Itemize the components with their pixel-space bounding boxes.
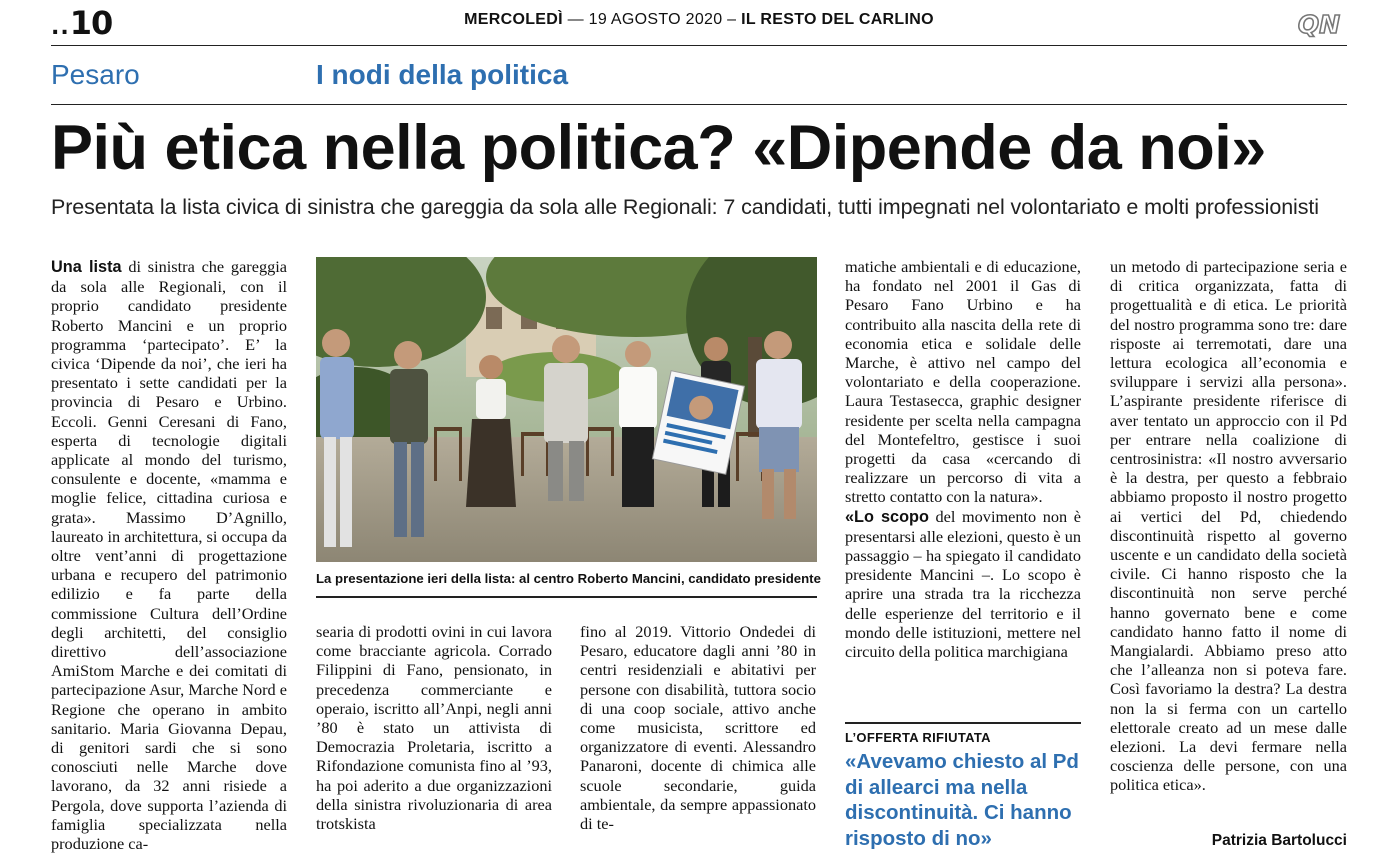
callout-kicker: L’OFFERTA RIFIUTATA [845, 730, 991, 745]
group-photo [316, 257, 817, 562]
page-header [51, 0, 1347, 46]
page-number-value: 10 [69, 4, 113, 42]
col4-text-2: del movimento non è presentarsi alle elezioni, questo è un passaggio – ha spiegato il candidato presidente Mancini –. Lo scopo è aprire una strada tra la ricchezza delle esperienze del territorio e il mondo delle istituzioni, mettere nel circuito della politica marchigiana [845, 506, 1081, 662]
col5-text: un metodo di partecipazione seria e di critica organizzata, fatta di progettualità e di etica. Le priorità del nostro programma sono tre: dare risposte ai terremotati, dare una lettura ecologica all’economia e sviluppare i servizi alla persona». L’aspirante presidente riferisce di aver tentato un approccio con il Pd per entrare nella coalizione di centrosinistra: «Il nostro avversario è la destra, per questo a febbraio abbiamo proposto il nostro progetto ai vertici del Pd, chiedendo discontinuità rispetto al governo uscente e un candidato della società civile. Ci hanno risposto che la discontinuità non serve perché hanno governato bene e come candidato hanno fatto il nome di Mangialardi. Abbiamo preso atto che l’alleanza non si poteva fare. Così favoriamo la destra? La destra non la si ferma con un cartello elettorale creato ad un mese dalle elezioni. La devi fermare nella coscienza delle persone, con una politica etica». [1110, 257, 1347, 795]
article-column-3 [580, 622, 816, 833]
qn-logo-text: QN [1297, 10, 1341, 38]
subheadline: Presentata la lista civica di sinistra che gareggia da sola alle Regionali: 7 candidati, tutti impegnati nel volontariato e molti professionisti [51, 195, 1319, 219]
photo-caption: La presentazione ieri della lista: al centro Roberto Mancini, candidato presidente [316, 571, 821, 586]
page-dots: .. [51, 15, 70, 40]
article-column-4 [845, 257, 1081, 661]
article-column-2 [316, 622, 552, 833]
col3-text: fino al 2019. Vittorio Ondedei di Pesaro, educatore dagli anni ’80 in centri residenziali e abitativi per persone con disabilità, tuttora socio di una coop sociale, attivo anche come musicista, scrittore ed organizzatore di eventi. Alessandro Panaroni, docente di chimica alle scuole secondarie, guida ambientale, da sempre appassionato di te- [580, 622, 816, 834]
qn-logo [1291, 10, 1347, 38]
newspaper-name: IL RESTO DEL CARLINO [741, 11, 934, 28]
col4-bold: «Lo scopo [845, 507, 929, 526]
headline: Più etica nella politica? «Dipende da noi» [51, 113, 1266, 183]
dateline-weekday: MERCOLEDÌ [464, 11, 563, 28]
author-signature: Patrizia Bartolucci [1211, 832, 1347, 849]
col4-paragraph-2 [845, 507, 1081, 662]
lead-paragraph [51, 257, 287, 853]
article-column-5 [1110, 257, 1347, 795]
callout-quote: «Avevamo chiesto al Pd di allearci ma nella discontinuità. Ci hanno risposto di no» [845, 750, 1079, 850]
section-city: Pesaro [51, 59, 140, 90]
col1-text: di sinistra che gareggia da sola alle Regionali, con il proprio candidato presidente Roberto Mancini e un proprio programma ‘partecipato’. E’ la civica ‘Dipende da noi’, che ieri ha presentato i sette candidati per la provincia di Pesaro e Urbino. Eccoli. Genni Ceresani di Fano, esperta di tecnologie digitali applicate al mondo del turismo, consulente e docente, «mamma e moglie felice, cittadina curiosa e grata». Massimo D’Agnillo, laureato in architettura, si occupa da oltre vent’anni di progettazione urbana e recupero del patrimonio edilizio e fa parte della commissione Cultura dell’Ordine degli architetti, del consiglio direttivo dell’associazione AmiStom Marche e dei comitati di partecipazione Asur, Marche Nord e Regione che operano in ambito sanitario. Maria Giovanna Depau, di genitori sardi che si sono conosciuti nelle Marche dove lavorano, da 32 anni risiede a Pergola, dove supporta l’azienda di famiglia specializzata nella produzione ca- [51, 257, 287, 854]
photo-illustration [316, 257, 817, 562]
dateline-date: — 19 AGOSTO 2020 – [567, 11, 737, 28]
caption-divider [316, 596, 817, 598]
article-column-1 [51, 257, 287, 853]
callout-divider [845, 722, 1081, 724]
dateline [51, 11, 1347, 29]
lead-bold: Una lista [51, 258, 122, 276]
section-row [51, 47, 1347, 105]
col4-text: matiche ambientali e di educazione, ha fondato nel 2001 il Gas di Pesaro Fano Urbino e ha contribuito alla nascita della rete di economia etica e solidale delle Marche, è attivo nel campo del volontariato e della cooperazione. Laura Testasecca, graphic designer residente per scelta nella campagna del Montefeltro, gestisce i suoi progetti da casa «cercando di realizzare un percorso di vita a stretto contatto con la natura». [845, 257, 1081, 507]
col2-text: searia di prodotti ovini in cui lavora come bracciante agricola. Corrado Filippini di Fano, pensionato, in precedenza commerciante e operaio, iscritto all’Anpi, negli anni ’80 è stato un attivista di Democrazia Proletaria, iscritto a Rifondazione comunista fino al ’93, ha poi aderito a due organizzazioni della sinistra rivoluzionaria di area trotskista [316, 622, 552, 834]
section-topic: I nodi della politica [316, 59, 569, 90]
